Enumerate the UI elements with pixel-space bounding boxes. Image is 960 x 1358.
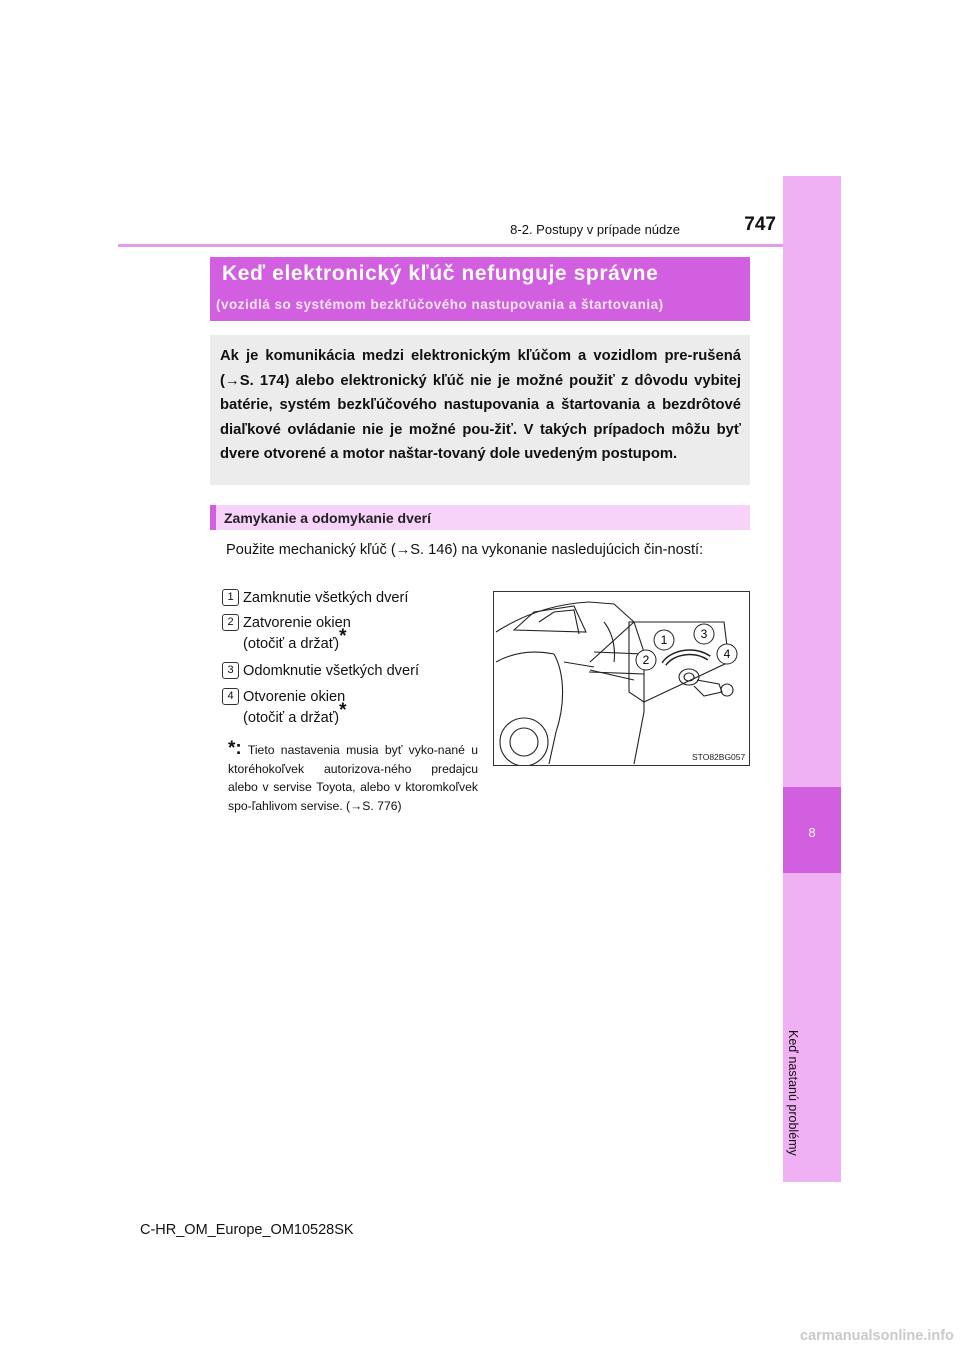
illustration-code: STO82BG057 [692, 752, 746, 762]
step-4-subtext: (otočiť a držať)* [243, 700, 347, 726]
step-3-text: Odomknutie všetkých dverí [243, 663, 420, 679]
footnote-text: Tieto nastavenia musia byť vyko-nané u ktoréhokoľvek autorizova-ného predajcu alebo v servise Toyota, alebo v ktoromkoľvek spo-ľahlivom servise. (→S. 776) [228, 743, 479, 813]
subsection-accent-bar [210, 505, 216, 530]
step-1-text: Zamknutie všetkých dverí [243, 590, 409, 606]
car-door-key-drawing [494, 592, 749, 765]
page-title: Keď elektronický kľúč nefunguje správne [222, 262, 659, 285]
watermark: carmanualsonline.info [800, 1328, 954, 1344]
chapter-number: 8 [808, 825, 816, 840]
asterisk-mark: * [339, 700, 347, 722]
footnote [228, 740, 478, 815]
callout-2: 2 [642, 653, 650, 667]
step-badge-1: 1 [222, 589, 239, 606]
section-label: 8-2. Postupy v prípade núdze [510, 222, 680, 237]
chapter-title: Keď nastanú problémy [786, 1030, 800, 1156]
key-illustration [493, 591, 750, 766]
callout-1: 1 [660, 633, 668, 647]
subsection-title: Zamykanie a odomykanie dverí [224, 510, 431, 526]
asterisk-mark: * [339, 626, 347, 648]
step-2-text: Zatvorenie okien [243, 615, 351, 631]
header-rule [118, 244, 783, 247]
step-2-subtext: (otočiť a držať)* [243, 626, 347, 652]
page-number: 747 [744, 214, 776, 235]
callout-3: 3 [700, 627, 708, 641]
step-4-text: Otvorenie okien [243, 689, 346, 705]
document-code: C-HR_OM_Europe_OM10528SK [140, 1222, 354, 1238]
intro-text: Ak je komunikácia medzi elektronickým kľúčom a vozidlom pre-rušená (→S. 174) alebo elektronický kľúč nie je možné použiť z dôvodu vybitej batérie, systém bezkľúčového nastupovania a štartovania a bezdrôtové diaľkové ovládanie nie je možné pou-žiť. V takých prípadoch môžu byť dvere otvorené a motor naštar-tovaný dole uvedeným postupom. [220, 348, 741, 463]
step-badge-4: 4 [222, 688, 239, 705]
subsection-body: Použite mechanický kľúč (→S. 146) na vykonanie nasledujúcich čin-ností: [226, 542, 704, 558]
callout-4: 4 [723, 647, 731, 661]
step-badge-2: 2 [222, 614, 239, 631]
step-badge-3: 3 [222, 662, 239, 679]
footnote-marker: *: [228, 738, 242, 759]
page-subtitle: (vozidlá so systémom bezkľúčového nastupovania a štartovania) [216, 297, 664, 312]
